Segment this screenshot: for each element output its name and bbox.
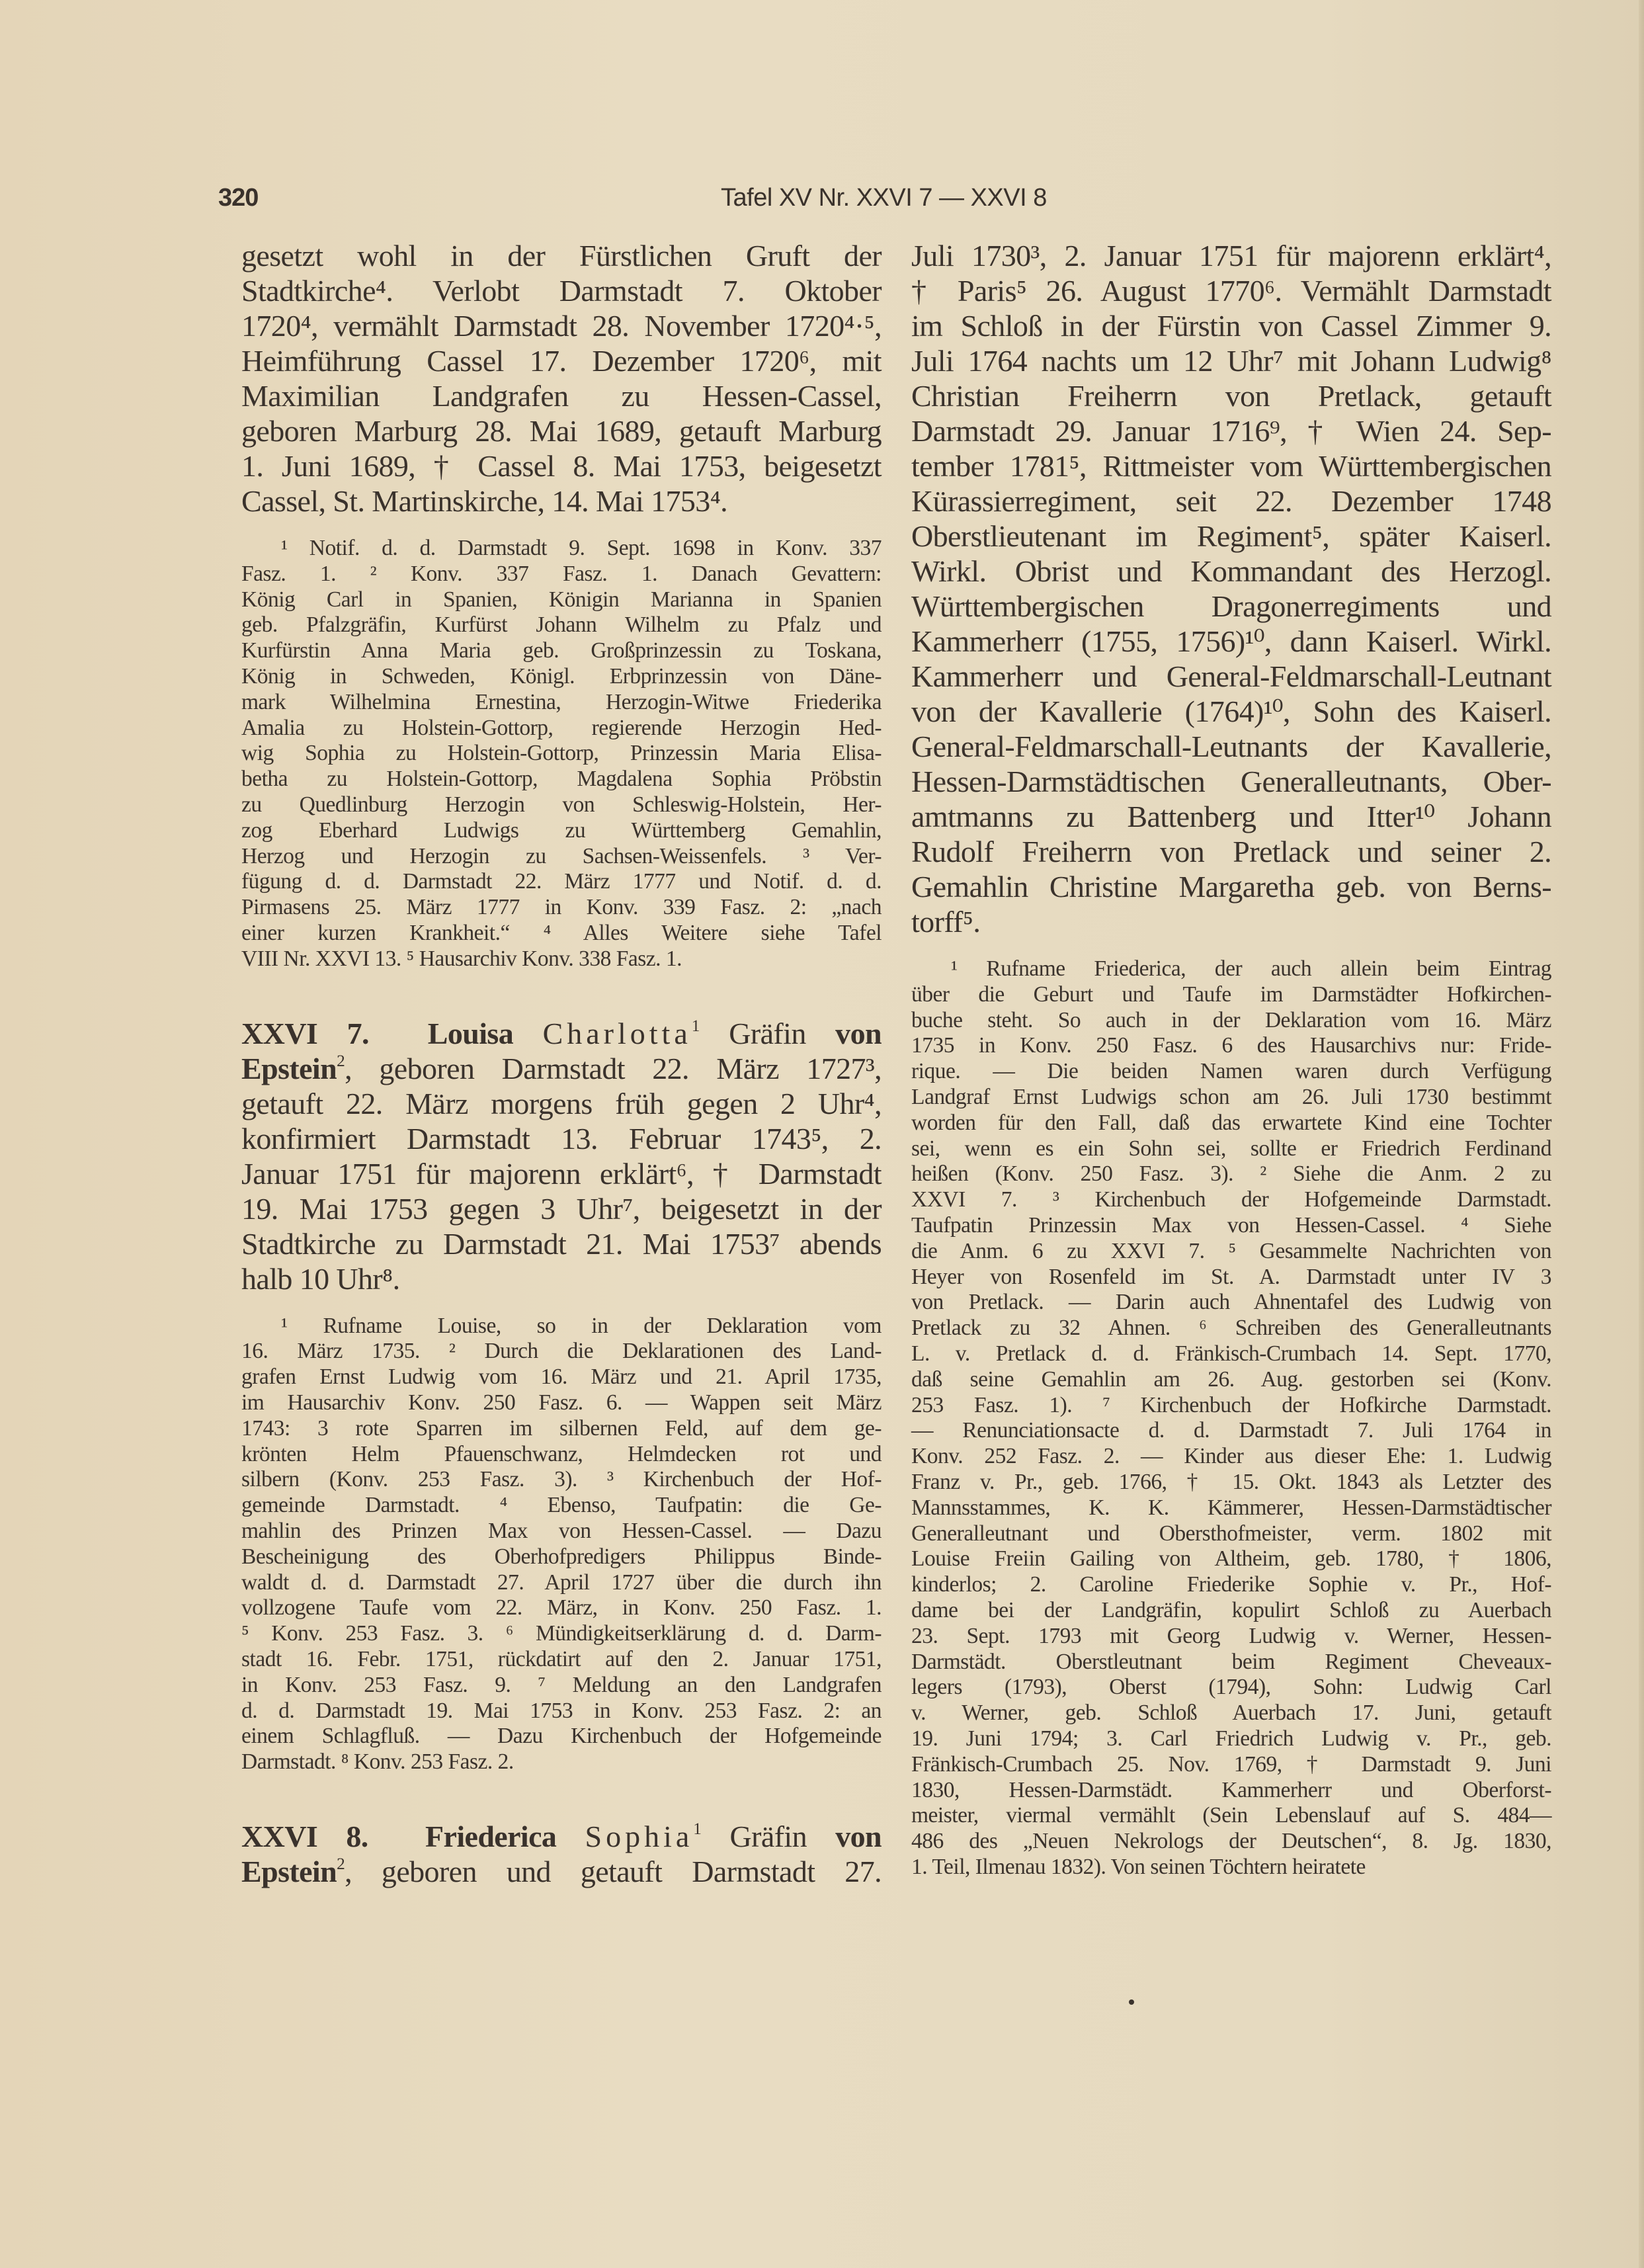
text-line: Pretlack zu 32 Ahnen. ⁶ Schreiben des Generalleutnants bbox=[911, 1316, 1551, 1341]
given-name-bold: Louisa bbox=[427, 1016, 514, 1050]
text-line: wig Sophia zu Holstein-Gottorp, Prinzessin Maria Elisa- bbox=[241, 741, 882, 766]
text-line: amtmanns zu Battenberg und Itter¹⁰ Johann bbox=[911, 800, 1551, 833]
text-line: im Schloß in der Fürstin von Cassel Zimmer 9. bbox=[911, 309, 1551, 343]
text-line: ¹ Rufname Friederica, der auch allein beim Eintrag bbox=[951, 956, 1551, 981]
text-line: silbern (Konv. 253 Fasz. 3). ³ Kirchenbuch der Hof- bbox=[241, 1467, 882, 1492]
text-line: 1. Teil, Ilmenau 1832). Von seinen Töchtern heiratete bbox=[911, 1854, 1366, 1879]
text-line: waldt d. d. Darmstadt 27. April 1727 über die durch ihn bbox=[241, 1570, 882, 1595]
text-line: im Hausarchiv Konv. 250 Fasz. 6. — Wappen seit März bbox=[241, 1390, 882, 1415]
text-line: von Pretlack. — Darin auch Ahnentafel des Ludwig von bbox=[911, 1290, 1551, 1315]
text-line: † Paris⁵ 26. August 1770⁶. Vermählt Darmstadt bbox=[911, 274, 1551, 308]
von: von bbox=[835, 1819, 882, 1853]
von: von bbox=[835, 1016, 882, 1050]
text-line: v. Werner, geb. Schloß Auerbach 17. Juni, getauft bbox=[911, 1701, 1551, 1726]
text-line: einer kurzen Krankheit.“ ⁴ Alles Weitere siehe Tafel bbox=[241, 920, 882, 945]
text-line: König Carl in Spanien, Königin Marianna in Spanien bbox=[241, 587, 882, 612]
entry-xxvi-8-continued bbox=[911, 238, 1551, 939]
footnotes-continued-entry bbox=[241, 536, 882, 972]
text-line: in Konv. 253 Fasz. 9. ⁷ Meldung an den Landgrafen bbox=[241, 1672, 882, 1697]
text-line: geboren Marburg 28. Mai 1689, getauft Marburg bbox=[241, 414, 882, 448]
text-line: 1. Juni 1689, † Cassel 8. Mai 1753, beigesetzt bbox=[241, 449, 882, 483]
text-line: die Anm. 6 zu XXVI 7. ⁵ Gesammelte Nachrichten von bbox=[911, 1238, 1551, 1263]
text-line: d. d. Darmstadt 19. Mai 1753 in Konv. 253 Fasz. 2: an bbox=[241, 1698, 882, 1723]
text-line: Maximilian Landgrafen zu Hessen-Cassel, bbox=[241, 379, 882, 413]
surname: Epstein bbox=[241, 1854, 337, 1888]
text-line: Kurfürstin Anna Maria geb. Großprinzessin zu Toskana, bbox=[241, 638, 882, 663]
text-line: Pirmasens 25. März 1777 in Konv. 339 Fasz. 2: „nach bbox=[241, 895, 882, 920]
text-line: Wirkl. Obrist und Kommandant des Herzogl. bbox=[911, 554, 1551, 588]
text-line: Christian Freiherrn von Pretlack, getauft bbox=[911, 379, 1551, 413]
text-line: XXVI 7. ³ Kirchenbuch der Hofgemeinde Darmstadt. bbox=[911, 1187, 1551, 1212]
text-line: betha zu Holstein-Gottorp, Magdalena Sophia Pröbstin bbox=[241, 767, 882, 792]
page-header bbox=[218, 184, 1551, 217]
text-line: grafen Ernst Ludwig vom 16. März und 21. April 1735, bbox=[241, 1365, 882, 1390]
text-line: stadt 16. Febr. 1751, rückdatirt auf den 2. Januar 1751, bbox=[241, 1646, 882, 1671]
text-line: Landgraf Ernst Ludwigs schon am 26. Juli 1730 bestimmt bbox=[911, 1084, 1551, 1109]
speck-mark bbox=[1129, 1999, 1134, 2005]
text-line: 19. Juni 1794; 3. Carl Friedrich Ludwig v. Pr., geb. bbox=[911, 1726, 1551, 1751]
text-line: Januar 1751 für majorenn erklärt⁶, † Darmstadt bbox=[241, 1156, 882, 1191]
text-line: mahlin des Prinzen Max von Hessen-Cassel. — Dazu bbox=[241, 1518, 882, 1543]
text-line: sei, wenn es ein Sohn sei, sollte er Friedrich Ferdinand bbox=[911, 1136, 1551, 1161]
entry-number: XXVI 7. bbox=[241, 1016, 369, 1050]
text-line: ⁵ Konv. 253 Fasz. 3. ⁶ Mündigkeitserklärung d. d. Darm- bbox=[241, 1621, 882, 1646]
text-line: Darmstädt. Oberstleutnant beim Regiment Cheveaux- bbox=[911, 1649, 1551, 1674]
given-name-bold: Friederica bbox=[425, 1819, 557, 1853]
entry-xxvi-7: XXVI 7. Louisa Charlotta$^1$ Gräfin von Epstein$^2$, geboren Darmstadt 22. März 1727³, getauft 22. März morgens früh gegen 2 Uhr⁴, konfirmiert Darmstadt 13. Februar 1743⁵, 2. Januar 1751 für majorenn erklärt⁶, † Darmstadt 19. Mai 1753 gegen 3 Uhr⁷, beigesetzt in der Stadtkirche zu Darmstadt 21. Mai 1753⁷ abends halb 10 Uhr⁸. bbox=[241, 1016, 882, 1296]
text-line: legers (1793), Oberst (1794), Sohn: Ludwig Carl bbox=[911, 1675, 1551, 1700]
text-line: getauft 22. März morgens früh gegen 2 Uhr⁴, bbox=[241, 1086, 882, 1120]
text-line: gemeinde Darmstadt. ⁴ Ebenso, Taufpatin: die Ge- bbox=[241, 1493, 882, 1518]
text-line: buche steht. So auch in der Deklaration vom 16. März bbox=[911, 1007, 1551, 1032]
text-line: tember 1781⁵, Rittmeister vom Württembergischen bbox=[911, 449, 1551, 483]
text-line: rique. — Die beiden Namen waren durch Verfügung bbox=[911, 1059, 1551, 1084]
text-line: L. v. Pretlack d. d. Fränkisch-Crumbach 14. Sept. 1770, bbox=[911, 1341, 1551, 1366]
text-line: Gemahlin Christine Margaretha geb. von Berns- bbox=[911, 870, 1551, 903]
text-line: kinderlos; 2. Caroline Friederike Sophie v. Pr., Hof- bbox=[911, 1572, 1551, 1597]
right-column bbox=[911, 238, 1551, 1880]
text-line: geb. Pfalzgräfin, Kurfürst Johann Wilhelm zu Pfalz und bbox=[241, 612, 882, 638]
text-line: heißen (Konv. 250 Fasz. 3). ² Siehe die Anm. 2 zu bbox=[911, 1161, 1551, 1187]
text-line: von der Kavallerie (1764)¹⁰, Sohn des Kaiserl. bbox=[911, 694, 1551, 728]
text-line: Kürassierregiment, seit 22. Dezember 1748 bbox=[911, 484, 1551, 518]
text-line: zu Quedlinburg Herzogin von Schleswig-Holstein, Her- bbox=[241, 792, 882, 817]
text-line: 1735 in Konv. 250 Fasz. 6 des Hausarchivs nur: Fride- bbox=[911, 1033, 1551, 1058]
text-line: Louise Freiin Gailing von Altheim, geb. 1780, † 1806, bbox=[911, 1546, 1551, 1572]
text-line: König in Schweden, Königl. Erbprinzessin von Däne- bbox=[241, 663, 882, 689]
text-line: Fränkisch-Crumbach 25. Nov. 1769, † Darmstadt 9. Juni bbox=[911, 1751, 1551, 1777]
text-line: 253 Fasz. 1). ⁷ Kirchenbuch der Hofkirche Darmstadt. bbox=[911, 1392, 1551, 1417]
text-line: Oberstlieutenant im Regiment⁵, später Kaiserl. bbox=[911, 519, 1551, 553]
text-line: 1743: 3 rote Sparren im silbernen Feld, auf dem ge- bbox=[241, 1415, 882, 1441]
text-line: gesetzt wohl in der Fürstlichen Gruft der bbox=[241, 239, 882, 273]
text-line: VIII Nr. XXVI 13. ⁵ Hausarchiv Konv. 338 Fasz. 1. bbox=[241, 946, 682, 971]
text-line: Heyer von Rosenfeld im St. A. Darmstadt unter IV 3 bbox=[911, 1264, 1551, 1289]
text-line: Mannsstammes, K. K. Kämmerer, Hessen-Darmstädtischer bbox=[911, 1495, 1551, 1520]
text-line: Rudolf Freiherrn von Pretlack und seiner 2. bbox=[911, 835, 1551, 868]
text-line: Cassel, St. Martinskirche, 14. Mai 1753⁴. bbox=[241, 484, 728, 518]
text-line: 19. Mai 1753 gegen 3 Uhr⁷, beigesetzt in der bbox=[241, 1191, 882, 1226]
continued-entry-text bbox=[241, 238, 882, 519]
entry-xxvi-8: XXVI 8. Friederica Sophia$^1$ Gräfin von Epstein$^2$, geboren und getauft Darmstadt 27. bbox=[241, 1819, 882, 1888]
text-line: Bescheinigung des Oberhofpredigers Philippus Binde- bbox=[241, 1544, 882, 1569]
text-line: 1830, Hessen-Darmstädt. Kammerherr und Oberforst- bbox=[911, 1777, 1551, 1802]
page-number: 320 bbox=[218, 184, 259, 212]
given-name-spaced: Charlotta bbox=[542, 1016, 692, 1050]
text-line: Stadtkirche⁴. Verlobt Darmstadt 7. Oktober bbox=[241, 274, 882, 308]
text-line: meister, viermal vermählt (Sein Lebenslauf auf S. 484— bbox=[911, 1803, 1551, 1828]
footnotes-xxvi-7 bbox=[241, 1314, 882, 1775]
text-line: 16. März 1735. ² Durch die Deklarationen des Land- bbox=[241, 1339, 882, 1364]
text-line: Fasz. 1. ² Konv. 337 Fasz. 1. Danach Gevattern: bbox=[241, 561, 882, 586]
footnotes-xxvi-8 bbox=[911, 956, 1551, 1880]
text-line: mark Wilhelmina Ernestina, Herzogin-Witwe Friederika bbox=[241, 689, 882, 714]
text-line: Kammerherr und General-Feldmarschall-Leutnant bbox=[911, 659, 1551, 693]
text-line: vollzogene Taufe vom 22. März, in Konv. 250 Fasz. 1. bbox=[241, 1595, 882, 1620]
text-line: — Renunciationsacte d. d. Darmstadt 7. Juli 1764 in bbox=[911, 1418, 1551, 1443]
text-line: zog Eberhard Ludwigs zu Württemberg Gemahlin, bbox=[241, 818, 882, 843]
text-line: ¹ Notif. d. d. Darmstadt 9. Sept. 1698 in Konv. 337 bbox=[281, 536, 882, 560]
running-head: Tafel XV Nr. XXVI 7 — XXVI 8 bbox=[721, 184, 1047, 212]
entry-number: XXVI 8. bbox=[241, 1819, 368, 1853]
text-line: torff⁵. bbox=[911, 905, 981, 939]
text-line: 486 des „Neuen Nekrologs der Deutschen“, 8. Jg. 1830, bbox=[911, 1829, 1551, 1854]
text-line: 23. Sept. 1793 mit Georg Ludwig v. Werner, Hessen- bbox=[911, 1623, 1551, 1648]
text-line: halb 10 Uhr⁸. bbox=[241, 1261, 400, 1296]
text-line: Herzog und Herzogin zu Sachsen-Weissenfels. ³ Ver- bbox=[241, 843, 882, 868]
text-line: Franz v. Pr., geb. 1766, † 15. Okt. 1843 als Letzter des bbox=[911, 1469, 1551, 1494]
text-line: Juli 1764 nachts um 12 Uhr⁷ mit Johann Ludwig⁸ bbox=[911, 344, 1551, 378]
text-line: über die Geburt und Taufe im Darmstädter Hofkirchen- bbox=[911, 982, 1551, 1007]
text-line: dame bei der Landgräfin, kopulirt Schloß zu Auerbach bbox=[911, 1597, 1551, 1622]
entry-xxvi-7-lines bbox=[241, 1086, 882, 1296]
text-line: worden für den Fall, daß das erwartete Kind eine Tochter bbox=[911, 1110, 1551, 1135]
text-line: Darmstadt 29. Januar 1716⁹, † Wien 24. Sep- bbox=[911, 414, 1551, 448]
text-line: Heimführung Cassel 17. Dezember 1720⁶, mit bbox=[241, 344, 882, 378]
text-line: Darmstadt. ⁸ Konv. 253 Fasz. 2. bbox=[241, 1749, 514, 1775]
text-line: General-Feldmarschall-Leutnants der Kavallerie, bbox=[911, 730, 1551, 763]
text-line: Württembergischen Dragonerregiments und bbox=[911, 589, 1551, 623]
title: Gräfin bbox=[729, 1819, 807, 1853]
text-line: Kammerherr (1755, 1756)¹⁰, dann Kaiserl. Wirkl. bbox=[911, 624, 1551, 658]
text-line: konfirmiert Darmstadt 13. Februar 1743⁵, 2. bbox=[241, 1121, 882, 1155]
text-line: daß seine Gemahlin am 26. Aug. gestorben sei (Konv. bbox=[911, 1366, 1551, 1392]
page-edge bbox=[1639, 0, 1644, 2268]
text-line: Stadtkirche zu Darmstadt 21. Mai 1753⁷ abends bbox=[241, 1226, 882, 1261]
text-line: Amalia zu Holstein-Gottorp, regierende Herzogin Hed- bbox=[241, 715, 882, 740]
text-line: krönten Helm Pfauenschwanz, Helmdecken rot und bbox=[241, 1441, 882, 1466]
text-line: 1720⁴, vermählt Darmstadt 28. November 1720⁴·⁵, bbox=[241, 309, 882, 343]
surname: Epstein bbox=[241, 1051, 337, 1085]
text-line: einem Schlagfluß. — Dazu Kirchenbuch der Hofgemeinde bbox=[241, 1724, 882, 1749]
text-line: Hessen-Darmstädtischen Generalleutnants, Ober- bbox=[911, 765, 1551, 798]
title: Gräfin bbox=[729, 1016, 806, 1050]
text-line: Juli 1730³, 2. Januar 1751 für majorenn erklärt⁴, bbox=[911, 239, 1551, 273]
given-name-spaced: Sophia bbox=[585, 1819, 694, 1853]
text-line: ¹ Rufname Louise, so in der Deklaration vom bbox=[281, 1313, 882, 1338]
left-column bbox=[241, 238, 882, 1889]
text-line: Taufpatin Prinzessin Max von Hessen-Cassel. ⁴ Siehe bbox=[911, 1212, 1551, 1238]
text-line: Konv. 252 Fasz. 2. — Kinder aus dieser Ehe: 1. Ludwig bbox=[911, 1444, 1551, 1469]
text-line: fügung d. d. Darmstadt 22. März 1777 und Notif. d. d. bbox=[241, 869, 882, 894]
text-line: Generalleutnant und Obersthofmeister, verm. 1802 mit bbox=[911, 1521, 1551, 1546]
